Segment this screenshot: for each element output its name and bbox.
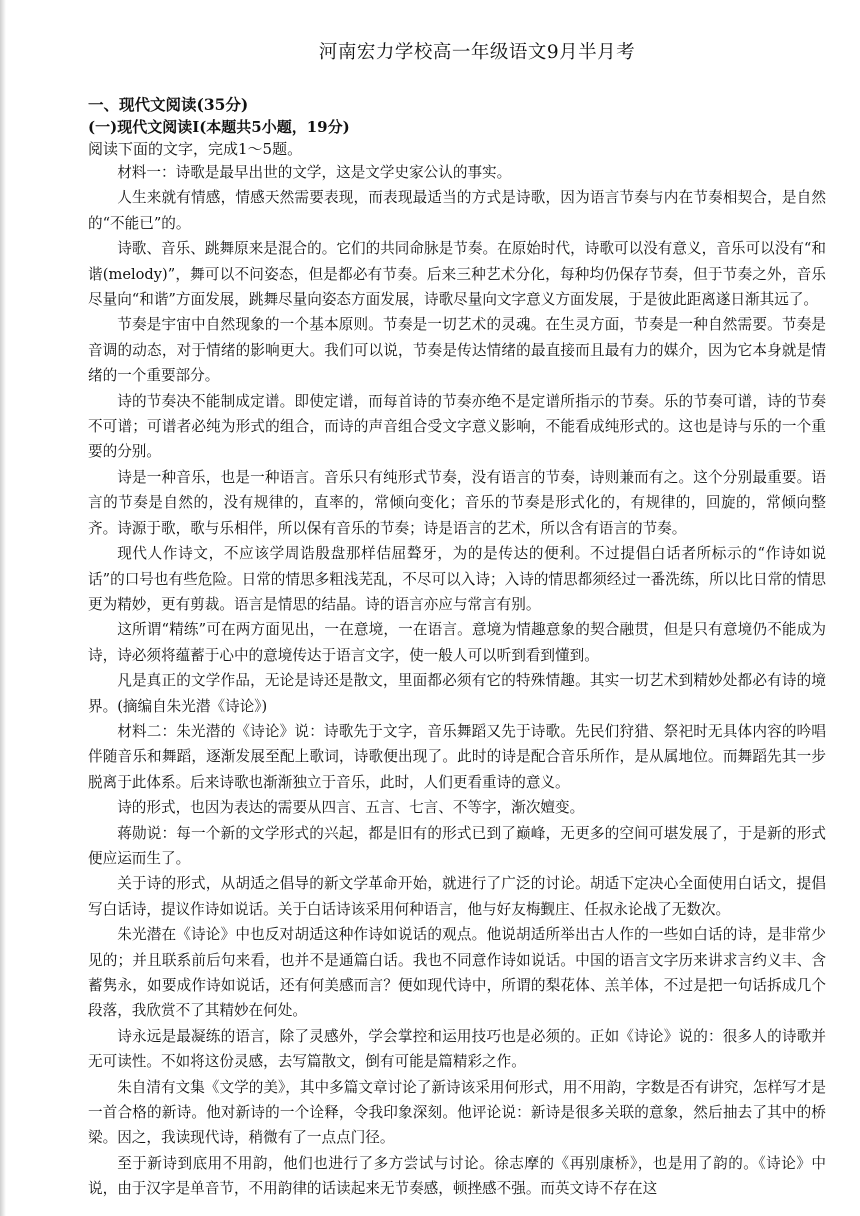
exam-title: 河南宏力学校高一年级语文9月半月考 bbox=[318, 42, 636, 63]
subsection-heading: (一)现代文阅读Ⅰ(本题共5小题，19分) bbox=[88, 118, 350, 136]
paragraph: 诗歌、音乐、跳舞原来是混合的。它们的共同命脉是节奏。在原始时代，诗歌可以没有意义，音乐可以没有“和谐(melody)”，舞可以不问姿态，但是都必有节奏。后来三种艺术分化，每种均仍保存节奏，但于节奏之外，音乐尽量向“和谐”方面发展，跳舞尽量向姿态方面发展，诗歌尽量向文字意义方面发展，于是彼此距离遂日渐其远了。 bbox=[88, 240, 826, 309]
section-heading: 一、现代文阅读(35分) bbox=[88, 95, 249, 114]
paragraph: 凡是真正的文学作品，无论是诗还是散文，里面都必须有它的特殊情趣。其实一切艺术到精妙处都必有诗的境界。(摘编自朱光潜《诗论》) bbox=[88, 672, 826, 715]
paragraph: 人生来就有情感，情感天然需要表现，而表现最适当的方式是诗歌，因为语言节奏与内在节奏相契合，是自然的“不能已”的。 bbox=[88, 189, 826, 232]
paragraph: 至于新诗到底用不用韵，他们也进行了多方尝试与讨论。徐志摩的《再别康桥》，也是用了韵的。《诗论》中说，由于汉字是单音节，不用韵律的话读起来无节奏感，顿挫感不强。而英文诗不存在这 bbox=[88, 1154, 826, 1198]
paragraph: 诗永远是最凝练的语言，除了灵感外，学会掌控和运用技巧也是必须的。正如《诗论》说的：很多人的诗歌并无可读性。不如将这份灵感，去写篇散文，倒有可能是篇精彩之作。 bbox=[88, 1027, 826, 1071]
paragraph: 朱光潜在《诗论》中也反对胡适这种作诗如说话的观点。他说胡适所举出古人作的一些如白话的诗，是非常少见的；并且联系前后句来看，也并不是通篇白话。我也不同意作诗如说话。中国的语言文字历来讲求言约义丰、含蓄隽永，如要成作诗如说话，还有何美感而言？便如现代诗中，所谓的梨花体、羔羊体，不过是把一句话拆成几个段落，我欣赏不了其精妙在何处。 bbox=[88, 926, 826, 1020]
reading-passage bbox=[88, 160, 826, 1202]
paragraph: 诗是一种音乐，也是一种语言。音乐只有纯形式节奏，没有语言的节奏，诗则兼而有之。这个分别最重要。语言的节奏是自然的，没有规律的，直率的，常倾向变化；音乐的节奏是形式化的，有规律的，回旋的，常倾向整齐。诗源于歌，歌与乐相伴，所以保有音乐的节奏；诗是语言的艺术，所以含有语言的节奏。 bbox=[88, 468, 826, 537]
paragraph: 材料一：诗歌是最早出世的文学，这是文学史家公认的事实。 bbox=[117, 164, 512, 181]
paragraph: 诗的形式，也因为表达的需要从四言、五言、七言、不等字，渐次嬗变。 bbox=[117, 799, 585, 817]
paragraph: 诗的节奏决不能制成定谱。即使定谱，而每首诗的节奏亦绝不是定谱所指示的节奏。乐的节奏可谱，诗的节奏不可谱；可谱者必纯为形式的组合，而诗的声音组合受文字意义影响，不能看成纯形式的。这也是诗与乐的一个重要的分别。 bbox=[88, 392, 826, 461]
paragraph: 材料二：朱光潜的《诗论》说：诗歌先于文字，音乐舞蹈又先于诗歌。先民们狩猎、祭祀时无具体内容的吟唱伴随音乐和舞蹈，逐渐发展至配上歌词，诗歌便出现了。此时的诗是配合音乐所作，是从属地位。而舞蹈先其一步脱离于此体系。后来诗歌也渐渐独立于音乐，此时，人们更看重诗的意义。 bbox=[88, 722, 826, 791]
paragraph: 蒋勋说：每一个新的文学形式的兴起，都是旧有的形式已到了巅峰，无更多的空间可堪发展了，于是新的形式便应运而生了。 bbox=[88, 824, 826, 867]
paragraph: 现代人作诗文，不应该学周诰殷盘那样佶屈聱牙，为的是传达的便利。不过提倡白话者所标示的“作诗如说话”的口号也有些危险。日常的情思多粗浅芜乱，不尽可以入诗；入诗的情思都须经过一番洗练，所以比日常的情思更为精妙，更有剪裁。语言是情思的结晶。诗的语言亦应与常言有别。 bbox=[88, 545, 826, 613]
paragraph: 朱自清有文集《文学的美》，其中多篇文章讨论了新诗该采用何形式，用不用韵，字数是否有讲究，怎样写才是一首合格的新诗。他对新诗的一个诠释，令我印象深刻。他评论说：新诗是很多关联的意象，然后抽去了其中的桥梁。因之，我读现代诗，稍微有了一点点门径。 bbox=[88, 1078, 826, 1147]
paragraph: 关于诗的形式，从胡适之倡导的新文学革命开始，就进行了广泛的讨论。胡适下定决心全面使用白话文，提倡写白话诗，提议作诗如说话。关于白话诗该采用何种语言，他与好友梅觐庄、任叔永论战了无数次。 bbox=[88, 875, 826, 918]
reading-instruction: 阅读下面的文字，完成1～5题。 bbox=[88, 140, 303, 158]
paragraph: 这所谓“精练”可在两方面见出，一在意境，一在语言。意境为情趣意象的契合融贯，但是只有意境仍不能成为诗，诗必须将蕴蓄于心中的意境传达于语言文字，使一般人可以听到看到懂到。 bbox=[88, 621, 826, 664]
scan-edge-shadow bbox=[0, 0, 6, 1216]
paragraph: 节奏是宇宙中自然现象的一个基本原则。节奏是一切艺术的灵魂。在生灵方面，节奏是一种自然需要。节奏是音调的动态，对于情绪的影响更大。我们可以说，节奏是传达情绪的最直接而且最有力的媒介，因为它本身就是情绪的一个重要部分。 bbox=[88, 316, 826, 385]
